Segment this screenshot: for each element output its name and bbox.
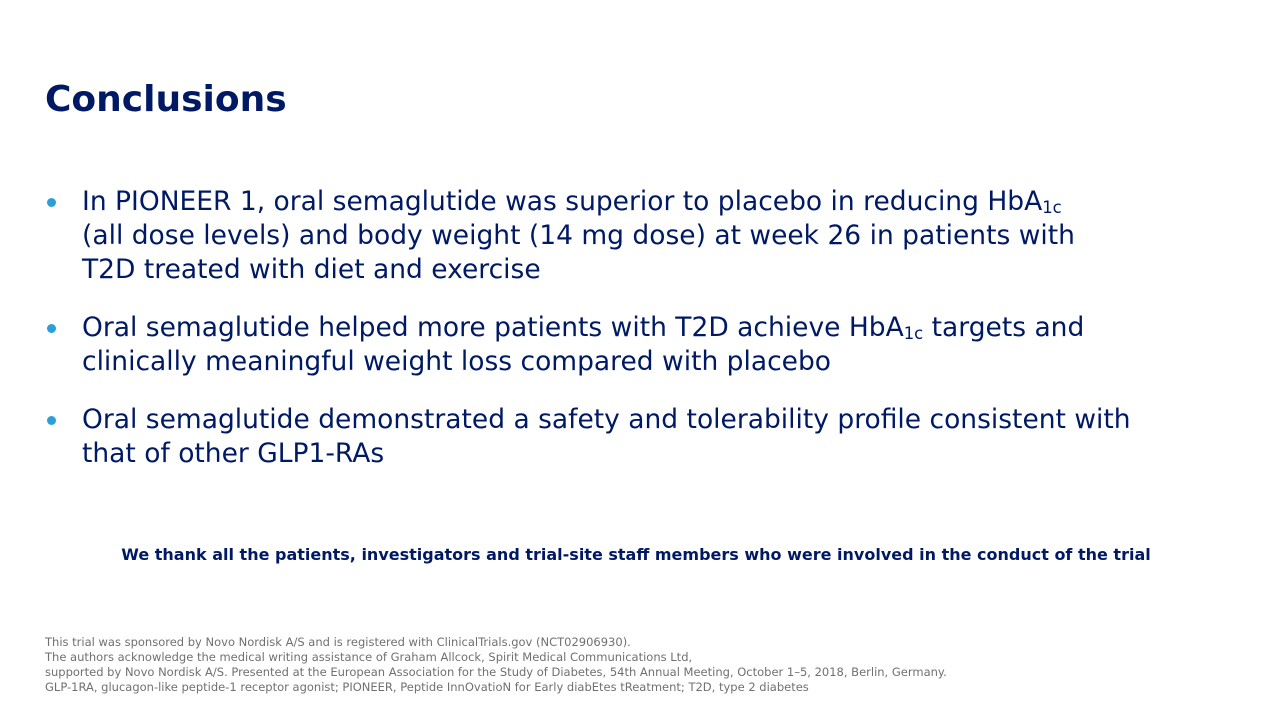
footnote-line: The authors acknowledge the medical writing assistance of Graham Allcock, Spirit Medical Communications Ltd, — [45, 650, 693, 664]
bullet-line: T2D treated with diet and exercise — [82, 254, 541, 285]
slide-title: Conclusions — [45, 79, 287, 120]
bullet-dot-icon — [47, 324, 56, 333]
bullet-line: Oral semaglutide helped more patients with T2D achieve HbA1c targets and — [82, 312, 1085, 343]
conclusion-bullet-2 — [45, 311, 1245, 379]
bullet-dot-icon — [47, 198, 56, 207]
bullet-line: that of other GLP1-RAs — [82, 438, 385, 469]
bullet-line: clinically meaningful weight loss compared with placebo — [82, 346, 832, 377]
bullet-line: Oral semaglutide demonstrated a safety and tolerability profile consistent with — [82, 404, 1131, 435]
conclusion-bullet-1 — [45, 185, 1245, 287]
footnote-line: GLP-1RA, glucagon-like peptide-1 receptor agonist; PIONEER, Peptide InnOvatioN for Early diabEtes tReatment; T2D, type 2 diabetes — [45, 680, 809, 694]
acknowledgement: We thank all the patients, investigators and trial-site staff members who were involved in the conduct of the trial — [121, 545, 1151, 564]
bullet-line: (all dose levels) and body weight (14 mg dose) at week 26 in patients with — [82, 220, 1075, 251]
bullet-line: In PIONEER 1, oral semaglutide was superior to placebo in reducing HbA1c — [82, 186, 1062, 217]
footnote-line: This trial was sponsored by Novo Nordisk A/S and is registered with ClinicalTrials.gov (NCT02906930). — [45, 635, 631, 649]
footnote-line: supported by Novo Nordisk A/S. Presented at the European Association for the Study of Diabetes, 54th Annual Meeting, October 1–5, 2018, Berlin, Germany. — [45, 665, 947, 679]
footnotes — [45, 635, 947, 695]
subscript: 1c — [1042, 197, 1062, 217]
bullet-dot-icon — [47, 416, 56, 425]
conclusion-bullet-3 — [45, 403, 1245, 471]
subscript: 1c — [903, 323, 924, 343]
conclusion-list — [45, 185, 1245, 471]
